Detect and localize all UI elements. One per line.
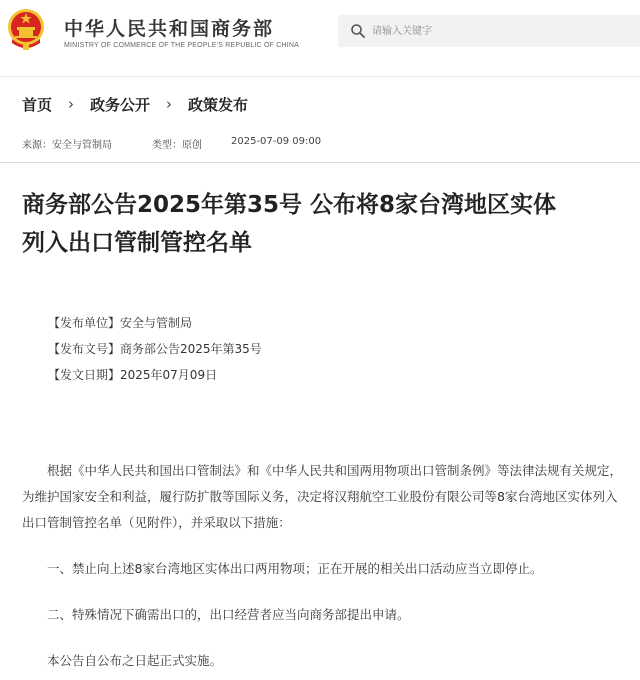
article-title-line2: 列入出口管制管控名单 xyxy=(22,230,252,256)
article-title xyxy=(22,186,622,262)
breadcrumb-home[interactable]: 首页 xyxy=(22,95,53,114)
site-header xyxy=(0,0,640,77)
breadcrumb-government-affairs[interactable]: 政务公开 xyxy=(90,95,151,114)
paragraph-effective: 本公告自公布之日起正式实施。 xyxy=(47,653,223,668)
chevron-right-icon: › xyxy=(166,95,173,113)
breadcrumb-policy-release[interactable]: 政策发布 xyxy=(188,95,249,114)
breadcrumb xyxy=(22,94,248,114)
national-emblem-icon[interactable] xyxy=(6,7,46,51)
article-info xyxy=(48,310,262,388)
search-icon[interactable] xyxy=(350,23,366,39)
article-title-line1: 商务部公告2025年第35号 公布将8家台湾地区实体 xyxy=(22,192,557,218)
site-subtitle: MINISTRY OF COMMERCE OF THE PEOPLE'S REPUBLIC OF CHINA xyxy=(64,42,300,49)
search-input[interactable] xyxy=(372,21,627,41)
paragraph-intro: 根据《中华人民共和国出口管制法》和《中华人民共和国两用物项出口管制条例》等法律法规有关规定，为维护国家安全和利益，履行防扩散等国际义务，决定将汉翔航空工业股份有限公司等8家台湾地区实体列入出口管制管控名单（见附件），并采取以下措施： xyxy=(22,463,623,530)
info-issuer: 【发布单位】安全与管制局 xyxy=(48,316,193,330)
paragraph-measure-1: 一、禁止向上述8家台湾地区实体出口两用物项；正在开展的相关出口活动应当立即停止。 xyxy=(47,561,543,576)
meta-type: 类型：原创 xyxy=(152,140,202,151)
paragraph-measure-2: 二、特殊情况下确需出口的，出口经营者应当向商务部提出申请。 xyxy=(47,607,410,622)
search-box[interactable] xyxy=(338,15,640,47)
site-title[interactable]: 中华人民共和国商务部 xyxy=(64,18,275,40)
article-body xyxy=(22,458,626,674)
chevron-right-icon: › xyxy=(68,95,75,113)
meta-datetime: 2025-07-09 09:00 xyxy=(231,136,322,147)
divider xyxy=(0,162,640,163)
info-issue-date: 【发文日期】2025年07月09日 xyxy=(48,368,218,382)
info-document-number: 【发布文号】商务部公告2025年第35号 xyxy=(48,342,262,356)
meta-source: 来源：安全与管制局 xyxy=(22,140,112,151)
article-meta xyxy=(22,136,321,151)
